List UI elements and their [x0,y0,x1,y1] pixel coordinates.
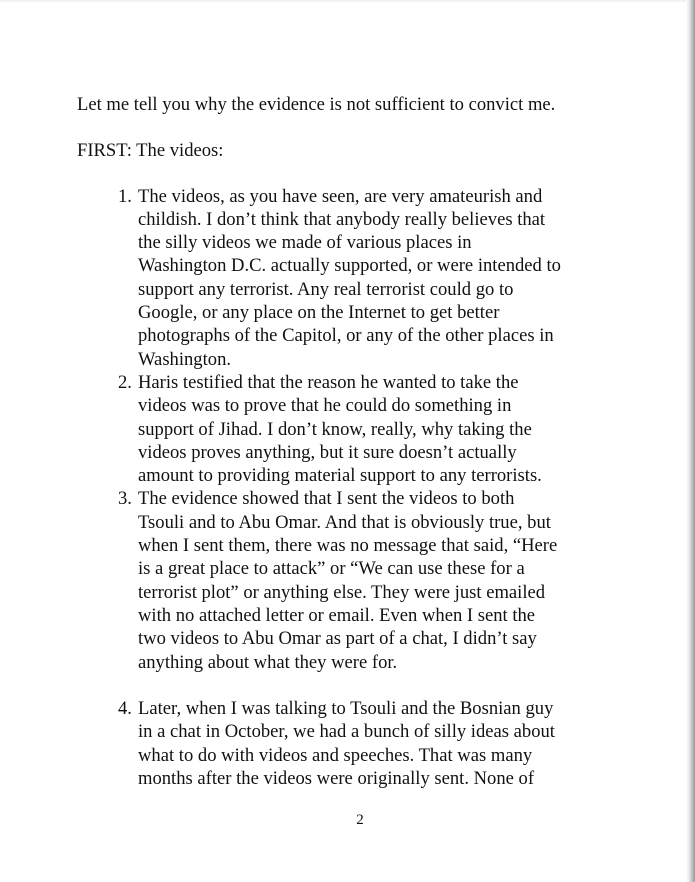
section-heading: FIRST: The videos: [77,140,224,162]
list-item-4 [77,697,637,790]
list-item-line: support any terrorist. Any real terrorist could go to [138,278,514,300]
list-item-line: anything about what they were for. [138,651,398,673]
list-item-line: Tsouli and to Abu Omar. And that is obviously true, but [138,511,551,533]
list-item-line: Later, when I was talking to Tsouli and the Bosnian guy [138,698,554,720]
list-item-line: Washington. [138,348,232,370]
list-item-line: months after the videos were originally sent. None of [138,768,535,790]
list-item-1 [77,185,637,371]
list-item-line: videos was to prove that he could do something in [138,395,512,417]
list-item-line: videos proves anything, but it sure doesn’t actually [138,441,517,463]
page-number: 2 [356,812,364,828]
list-number: 4. [118,698,132,720]
list-item-line: support of Jihad. I don’t know, really, why taking the [138,418,532,440]
list-item-line: the silly videos we made of various places in [138,232,472,254]
list-item-line: with no attached letter or email. Even when I sent the [138,604,536,626]
list-item-line: two videos to Abu Omar as part of a chat, I didn’t say [138,628,537,650]
list-spacer [77,674,637,697]
list-item-line: what to do with videos and speeches. That was many [138,744,533,766]
list-item-line: photographs of the Capitol, or any of the other places in [138,325,554,347]
list-item-line: The videos, as you have seen, are very amateurish and [138,185,543,207]
list-item-line: Google, or any place on the Internet to get better [138,302,500,324]
list-number: 3. [118,488,132,510]
list-number: 2. [118,371,132,393]
list-item-line: terrorist plot” or anything else. They were just emailed [138,581,546,603]
list-item-line: The evidence showed that I sent the videos to both [138,488,515,510]
list-item-line: Haris testified that the reason he wanted to take the [138,371,519,393]
list-item-line: childish. I don’t think that anybody really believes that [138,208,546,230]
document-body [77,93,637,790]
list-item-line: amount to providing material support to any terrorists. [138,465,542,487]
page-edge-shadow [686,0,695,882]
list-item-2 [77,371,637,487]
list-item-line: when I sent them, there was no message that said, “Here [138,535,558,557]
numbered-list [77,185,637,791]
list-item-line: is a great place to attack” or “We can use these for a [138,558,525,580]
list-item-line: in a chat in October, we had a bunch of silly ideas about [138,721,555,743]
list-item-3 [77,487,637,673]
intro-paragraph: Let me tell you why the evidence is not sufficient to convict me. [77,94,556,115]
page-top-edge [0,0,686,2]
list-item-line: Washington D.C. actually supported, or were intended to [138,255,561,277]
list-number: 1. [118,185,132,207]
